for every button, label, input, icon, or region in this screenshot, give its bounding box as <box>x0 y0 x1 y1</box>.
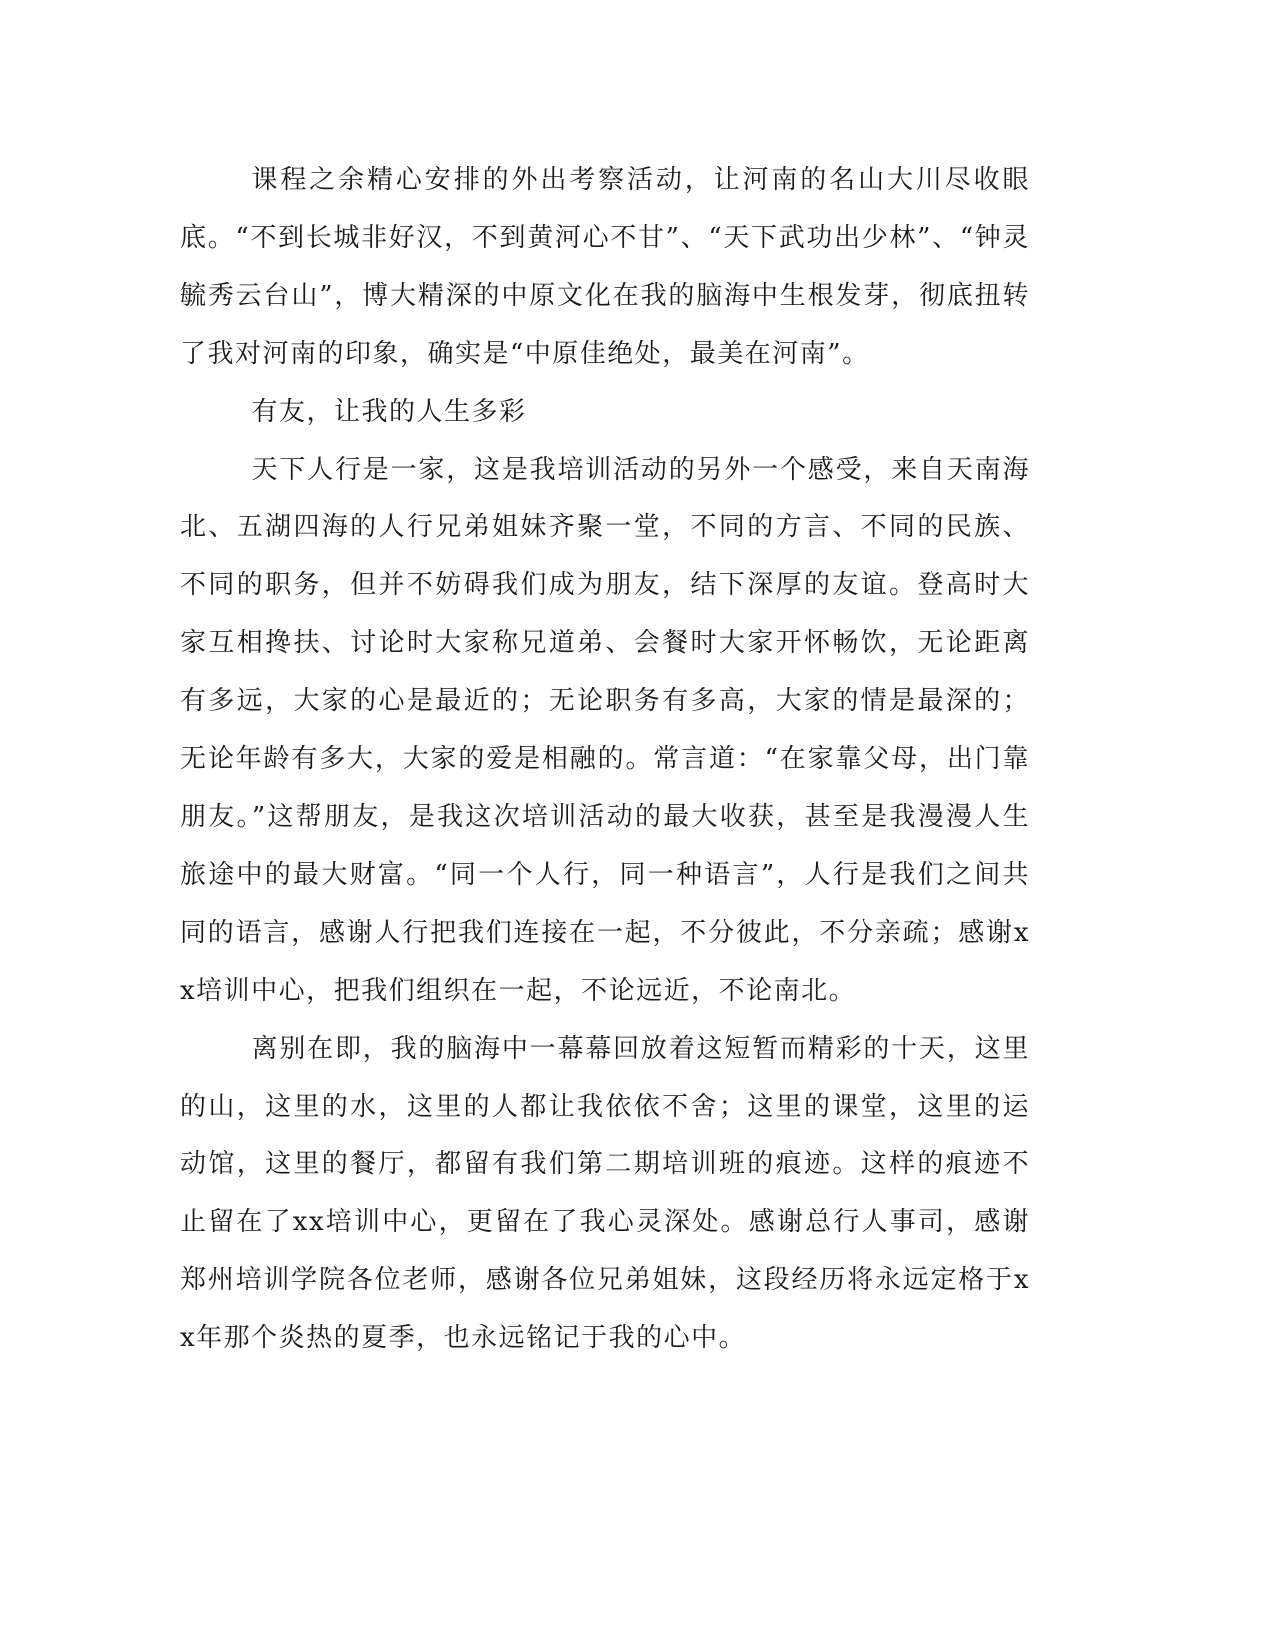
paragraph-friendship: 天下人行是一家，这是我培训活动的另外一个感受，来自天南海北、五湖四海的人行兄弟姐妹齐聚一堂，不同的方言、不同的民族、不同的职务，但并不妨碍我们成为朋友，结下深厚的友谊。登高时大家互相搀扶、讨论时大家称兄道弟、会餐时大家开怀畅饮，无论距离有多远，大家的心是最近的；无论职务有多高，大家的情是最深的；无论年龄有多大，大家的爱是相融的。常言道：“在家靠父母，出门靠朋友。”这帮朋友，是我这次培训活动的最大收获，甚至是我漫漫人生旅途中的最大财富。“同一个人行，同一种语言”，人行是我们之间共同的语言，感谢人行把我们连接在一起，不分彼此，不分亲疏；感谢xx培训中心，把我们组织在一起，不论远近，不论南北。 <box>180 454 1030 1006</box>
paragraph-farewell: 离别在即，我的脑海中一幕幕回放着这短暂而精彩的十天，这里的山，这里的水，这里的人都让我依依不舍；这里的课堂，这里的运动馆，这里的餐厅，都留有我们第二期培训班的痕迹。这样的痕迹不止留在了xx培训中心，更留在了我心灵深处。感谢总行人事司，感谢郑州培训学院各位老师，感谢各位兄弟姐妹，这段经历将永远定格于xx年那个炎热的夏季，也永远铭记于我的心中。 <box>180 1033 1030 1354</box>
paragraph-henan-trip: 课程之余精心安排的外出考察活动，让河南的名山大川尽收眼底。“不到长城非好汉，不到黄河心不甘”、“天下武功出少林”、“钟灵毓秀云台山”，博大精深的中原文化在我的脑海中生根发芽，彻底扭转了我对河南的印象，确实是“中原佳绝处，最美在河南”。 <box>180 165 1030 369</box>
document-body <box>180 152 1030 1368</box>
section-heading-friends: 有友，让我的人生多彩 <box>251 396 527 427</box>
